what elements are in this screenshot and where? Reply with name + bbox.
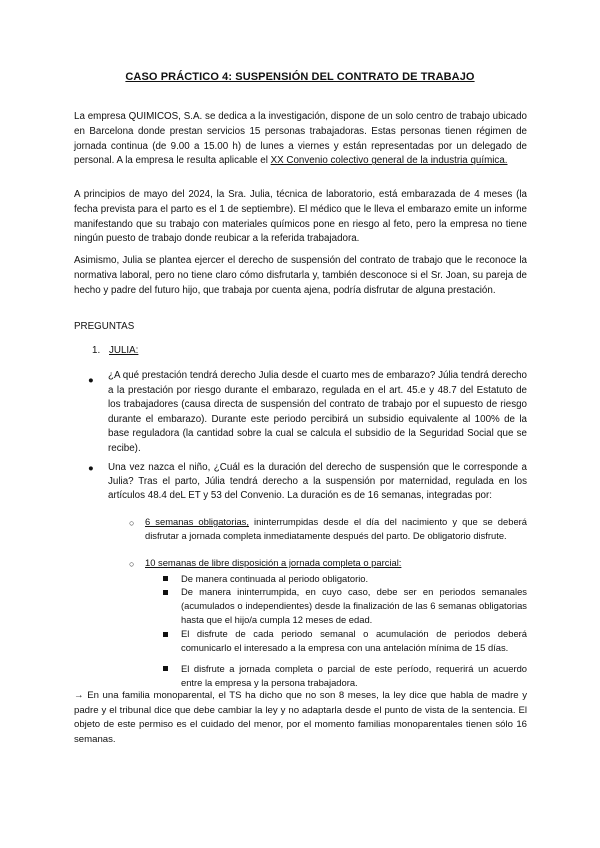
bullet-icon: ● bbox=[88, 375, 94, 386]
sub-item-obligatorias-text: ininterrumpidas desde el día del nacimiento y que se deberá disfrutar a jornada completa inmediatamente después del parto. De obligatorio disfrute. bbox=[145, 516, 528, 541]
square-bullet-icon bbox=[163, 666, 168, 671]
convenio-link[interactable]: XX Convenio colectivo general de la industria química. bbox=[270, 155, 508, 167]
sub-item-obligatorias-label: 6 semanas obligatorias, bbox=[145, 516, 249, 527]
square-bullet-icon bbox=[163, 632, 168, 637]
numbered-item-julia bbox=[92, 345, 138, 356]
document-title: CASO PRÁCTICO 4: SUSPENSIÓN DEL CONTRATO DE TRABAJO bbox=[125, 71, 475, 83]
bullet-icon: ● bbox=[88, 463, 94, 474]
intro-company-text: La empresa QUIMICOS, S.A. se dedica a la investigación, dispone de un solo centro de trabajo ubicado en Barcelona donde prestan servicios 15 personas trabajadoras. Estas personas tienen régimen de jornada continua (de 9.00 a 15.00 h) de lunes a viernes y están representadas por un delegado de personal. A la empresa le resulta aplicable el bbox=[74, 111, 527, 167]
item-label: JULIA: bbox=[109, 345, 139, 356]
questions-heading: PREGUNTAS bbox=[74, 321, 135, 332]
circle-bullet-icon: ○ bbox=[129, 518, 135, 528]
question-prestacion: ¿A qué prestación tendrá derecho Julia desde el cuarto mes de embarazo? Júlia tendrá derecho a la prestación por riesgo durante el embarazo, regulada en el art. 45.e y 48.7 del Estatuto de los trabajadores (causa directa de suspensión del contrato de trabajo por el supuesto de riesgo durante el embarazo). Durante este periodo percibirá un subsidio equivalente al 100% de la base reguladora (la cantidad sobre la cual se calcula el subsidio de la Seguridad Social que se recibe). bbox=[108, 370, 527, 454]
detail-item-ininterrumpida: De manera ininterrumpida, en cuyo caso, debe ser en periodos semanales (acumulados o independientes) desde la finalización de las 6 semanas obligatorias hasta que el hijo/a cumpla 12 meses de edad. bbox=[181, 586, 527, 625]
intro-paragraph-company bbox=[74, 110, 527, 169]
item-number: 1. bbox=[92, 345, 101, 356]
detail-item-continuada: De manera continuada al periodo obligatorio. bbox=[181, 573, 369, 584]
note-monoparental: → En una familia monoparental, el TS ha dicho que no son 8 meses, la ley dice que habla de madre y padre y el tribunal dice que debe cambiar la ley y no adaptarla desde el punto de vista de la sentencia. El objeto de este permiso es el cuidado del menor, por el momento familias monoparentales tienen sólo 16 semanas. bbox=[74, 690, 527, 745]
detail-item-acuerdo: El disfrute a jornada completa o parcial de este período, requerirá un acuerdo entre la empresa y la persona trabajadora. bbox=[181, 663, 527, 688]
square-bullet-icon bbox=[163, 576, 168, 581]
detail-item-comunicacion: El disfrute de cada periodo semanal o acumulación de periodos deberá comunicarlo el interesado a la empresa con una antelación mínima de 15 días. bbox=[181, 628, 527, 653]
intro-paragraph-suspension: Asimismo, Julia se plantea ejercer el derecho de suspensión del contrato de trabajo que le reconoce la normativa laboral, pero no tiene claro cómo disfrutarla y, también desconoce si el Sr. Joan, su pareja de hecho y padre del futuro hijo, que trabaja por cuenta ajena, podría disfrutar de alguna prestación. bbox=[74, 255, 527, 296]
square-bullet-icon bbox=[163, 590, 168, 595]
circle-bullet-icon: ○ bbox=[129, 559, 135, 569]
sub-item-obligatorias bbox=[145, 515, 527, 543]
sub-item-libre-disposicion bbox=[145, 556, 527, 570]
question-duracion: Una vez nazca el niño, ¿Cuál es la duración del derecho de suspensión que le corresponde a Julia? Tras el parto, Júlia tendrá derecho a la suspensión por maternidad, regulada en los artículos 48.4 deL ET y 53 del Convenio. La duración es de 16 semanas, integradas por: bbox=[108, 462, 527, 502]
intro-paragraph-pregnancy: A principios de mayo del 2024, la Sra. Julia, técnica de laboratorio, está embarazada de 4 meses (la fecha prevista para el parto es el 1 de septiembre). El médico que le lleva el embarazo emite un informe manifestando que su trabajo con materiales químicos pone en riesgo al feto, pero la empresa no tiene ningún puesto de trabajo donde reubicar a la referida trabajadora. bbox=[74, 189, 527, 245]
sub-item-libre-label: 10 semanas de libre disposición a jornada completa o parcial: bbox=[145, 557, 402, 568]
